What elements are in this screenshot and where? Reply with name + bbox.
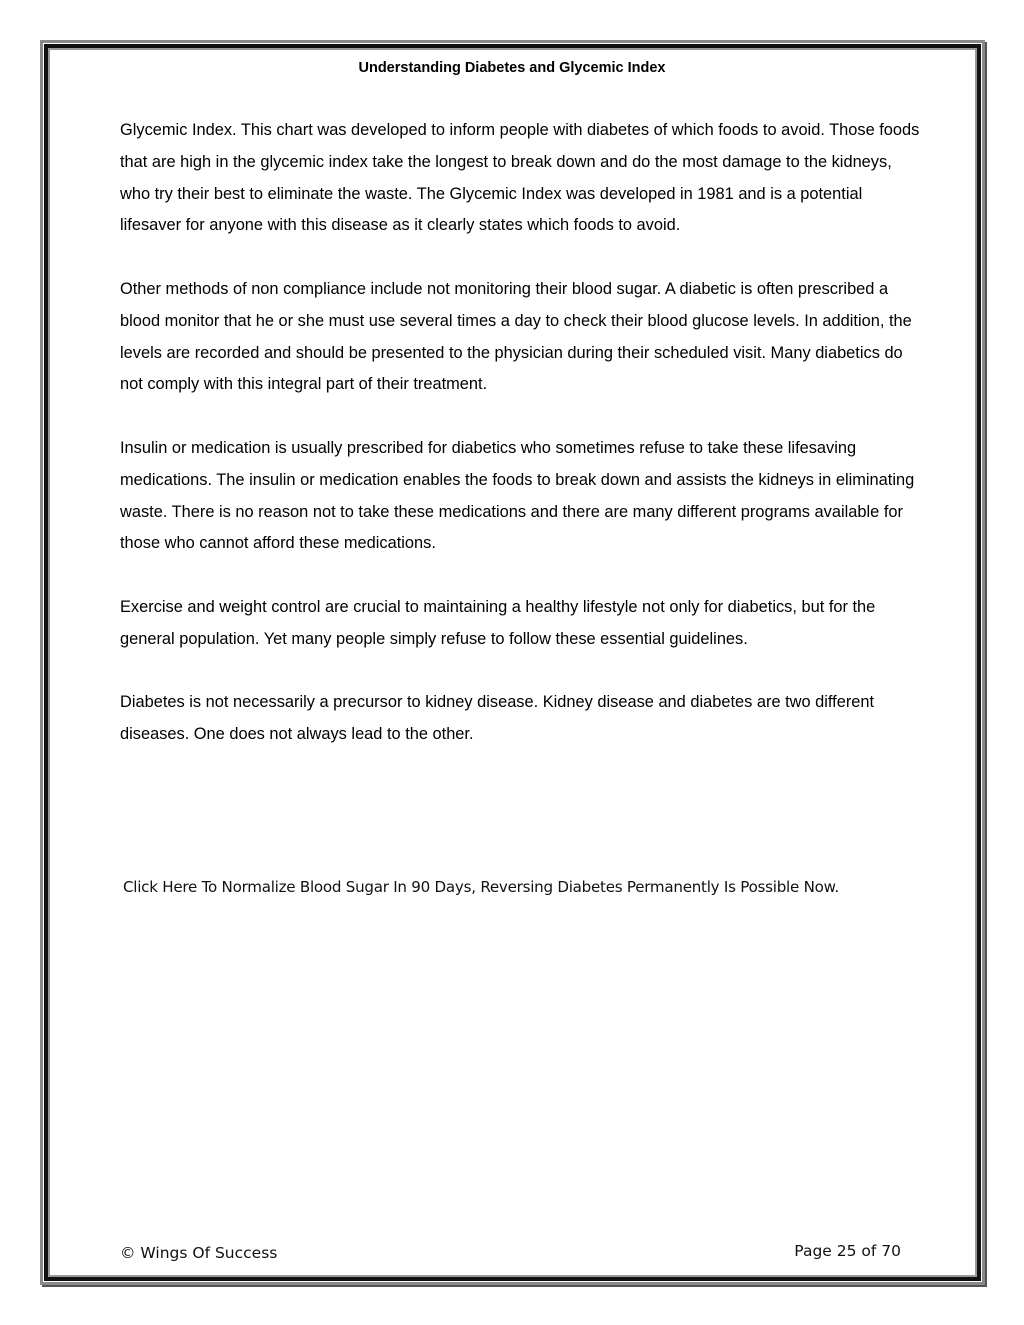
paragraph-kidney-disease: Diabetes is not necessarily a precursor to kidney disease. Kidney disease and diabetes are two different diseases. One does not always lead to the other. (120, 693, 875, 744)
paragraph-glycemic-index: Glycemic Index. This chart was developed to inform people with diabetes of which foods to avoid. Those foods that are high in the glycemic index take the longest to break down and do the most damage to the kidneys, who try their best to eliminate the waste. The Glycemic Index was developed in 1981 and is a potential lifesaver for anyone with this disease as it clearly states which foods to avoid. (120, 121, 920, 235)
body-text (120, 115, 920, 783)
footer-page-number: Page 25 of 70 (794, 1242, 901, 1260)
normalize-blood-sugar-link[interactable]: Click Here To Normalize Blood Sugar In 90 Days, Reversing Diabetes Permanently Is Possible Now. (123, 878, 839, 896)
paragraph-insulin-medication: Insulin or medication is usually prescribed for diabetics who sometimes refuse to take these lifesaving medications. The insulin or medication enables the foods to break down and assists the kidneys in eliminating waste. There is no reason not to take these medications and there are many different programs available for those who cannot afford these medications. (120, 438, 915, 553)
paragraph-exercise-weight: Exercise and weight control are crucial to maintaining a healthy lifestyle not only for diabetics, but for the general population. Yet many people simply refuse to follow these essential guidelines. (120, 597, 876, 648)
page-header-title: Understanding Diabetes and Glycemic Index (358, 60, 666, 76)
paragraph-blood-sugar-monitoring: Other methods of non compliance include not monitoring their blood sugar. A diabetic is often prescribed a blood monitor that he or she must use several times a day to check their blood glucose levels. In addition, the levels are recorded and should be presented to the physician during their scheduled visit. Many diabetics do not comply with this integral part of their treatment. (120, 279, 912, 394)
footer-copyright: © Wings Of Success (120, 1244, 278, 1262)
